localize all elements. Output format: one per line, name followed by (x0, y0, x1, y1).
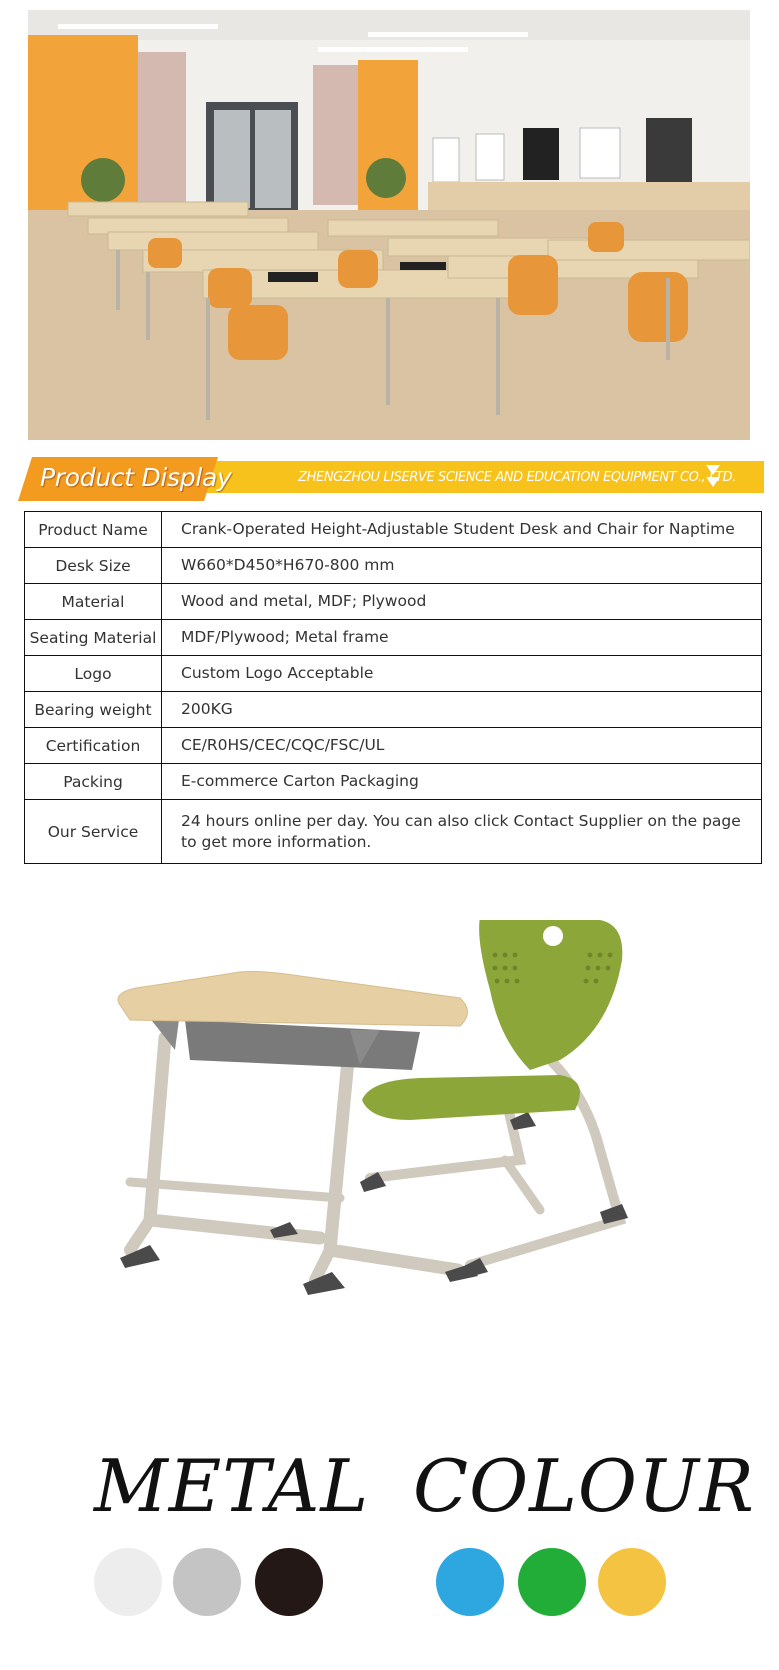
company-name: ZHENGZHOU LISERVE SCIENCE AND EDUCATION EQUIPMENT CO., LTD. (298, 470, 736, 485)
table-row (25, 512, 762, 548)
spec-label: Bearing weight (25, 692, 162, 728)
colour-swatch (598, 1548, 666, 1616)
banner-title: Product Display (40, 463, 232, 492)
metal-heading: METAL (94, 1444, 370, 1528)
table-row (25, 764, 762, 800)
metal-swatch (255, 1548, 323, 1616)
product-display-banner (18, 457, 764, 501)
spec-value: 200KG (162, 692, 762, 728)
table-row (25, 800, 762, 864)
spec-value: W660*D450*H670-800 mm (162, 548, 762, 584)
spec-value: Wood and metal, MDF; Plywood (162, 584, 762, 620)
table-row (25, 548, 762, 584)
spec-label: Product Name (25, 512, 162, 548)
colour-heading: COLOUR (413, 1444, 755, 1528)
spec-table (24, 511, 762, 864)
hero-classroom-image (28, 10, 750, 440)
table-row (25, 692, 762, 728)
spec-label: Certification (25, 728, 162, 764)
table-row (25, 620, 762, 656)
spec-value: 24 hours online per day. You can also click Contact Supplier on the page to get more information. (162, 800, 762, 864)
spec-value: Custom Logo Acceptable (162, 656, 762, 692)
spec-value: Crank-Operated Height-Adjustable Student Desk and Chair for Naptime (162, 512, 762, 548)
table-row (25, 656, 762, 692)
spec-value: E-commerce Carton Packaging (162, 764, 762, 800)
metal-swatch (94, 1548, 162, 1616)
spec-label: Seating Material (25, 620, 162, 656)
double-chevron-down-icon (734, 457, 764, 501)
colour-swatch (518, 1548, 586, 1616)
table-row (25, 728, 762, 764)
colour-swatch (436, 1548, 504, 1616)
spec-label: Material (25, 584, 162, 620)
spec-label: Our Service (25, 800, 162, 864)
spec-label: Packing (25, 764, 162, 800)
spec-value: MDF/Plywood; Metal frame (162, 620, 762, 656)
spec-value: CE/R0HS/CEC/CQC/FSC/UL (162, 728, 762, 764)
spec-label: Desk Size (25, 548, 162, 584)
spec-label: Logo (25, 656, 162, 692)
desk-chair-product-image (0, 920, 779, 1420)
table-row (25, 584, 762, 620)
metal-swatch (173, 1548, 241, 1616)
